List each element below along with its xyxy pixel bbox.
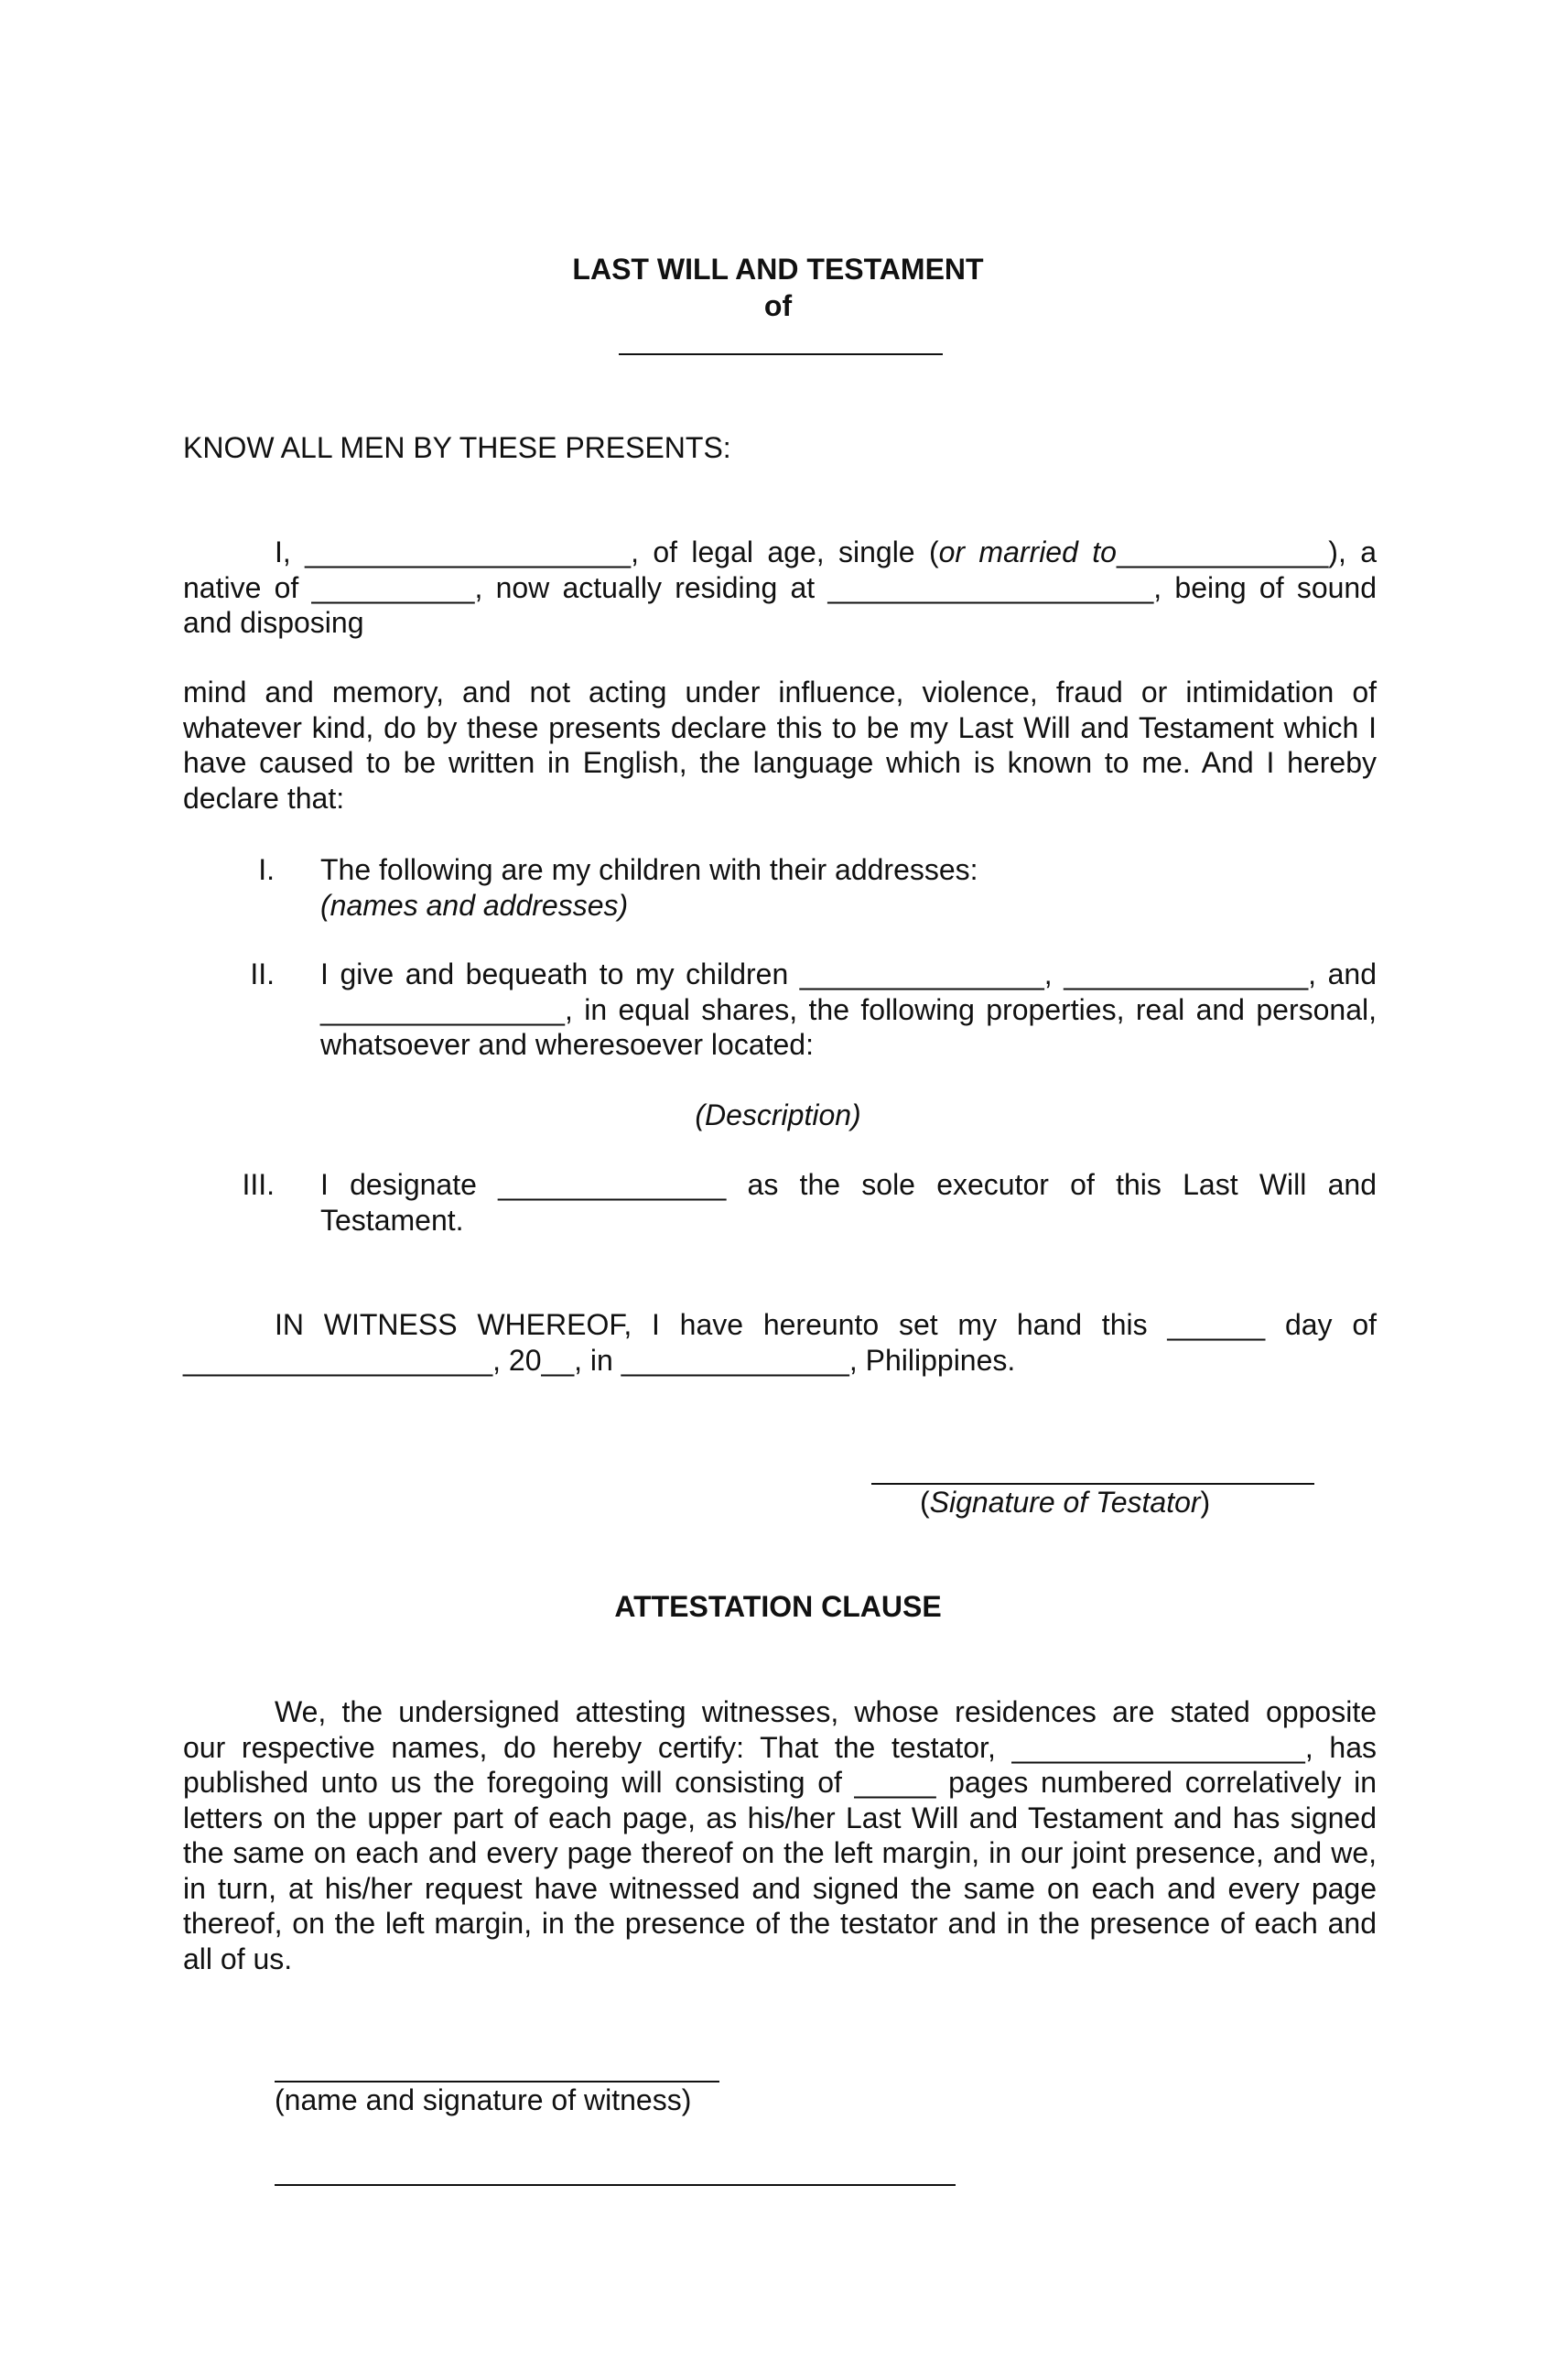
item-2-line-1: I give and bequeath to my children _______________, _______________, and — [320, 957, 1377, 990]
attestation-line-3: published unto us the foregoing will consisting of _____ pages numbered correlatively in — [183, 1766, 1377, 1799]
intro-paragraph-1 — [183, 535, 1377, 641]
attestation-line-6: in turn, at his/her request have witnessed and signed the same on each and every page — [183, 1871, 1377, 1905]
attestation-line-5: the same on each and every page thereof on the left margin, in our joint presence, and we, — [183, 1836, 1377, 1869]
sig-open: ( — [920, 1486, 930, 1519]
attestation-line-1: We, the undersigned attesting witnesses, whose residences are stated opposite — [275, 1695, 1377, 1728]
item-number-3: III. — [242, 1168, 275, 1201]
item-2-line-2: _______________, in equal shares, the following properties, real and personal, — [320, 992, 1377, 1026]
attestation-line-2: our respective names, do hereby certify: That the testator, __________________, has — [183, 1730, 1377, 1764]
item-number-1: I. — [258, 853, 275, 886]
p2-line-2: whatever kind, do by these presents declare this to be my Last Will and Testament which I — [183, 710, 1377, 744]
item-1-line-1: The following are my children with their addresses: — [320, 853, 978, 886]
item-1-line-2: (names and addresses) — [320, 888, 629, 922]
p1-line-2: native of __________, now actually residing at ____________________, being of sound — [183, 570, 1377, 604]
attestation-line-4: letters on the upper part of each page, as his/her Last Will and Testament and has signed — [183, 1801, 1377, 1834]
testator-name-line — [619, 353, 943, 355]
title-of: of — [763, 289, 793, 322]
p1-line-1-b: _____________), a — [1116, 536, 1377, 568]
witness-signature-label: (name and signature of witness) — [275, 2083, 692, 2116]
intro-paragraph-2 — [183, 675, 1377, 816]
description-text: (Description) — [695, 1098, 861, 1131]
item-2-line-3: whatsoever and wheresoever located: — [320, 1028, 814, 1061]
attestation-heading: ATTESTATION CLAUSE — [614, 1590, 942, 1623]
witness-line-2: ___________________, 20__, in ______________, Philippines. — [183, 1343, 1016, 1377]
document-title — [0, 251, 1556, 324]
attestation-paragraph — [183, 1694, 1377, 1976]
p1-line-3: and disposing — [183, 606, 364, 639]
item-2-description — [0, 1098, 1556, 1133]
p2-line-4: declare that: — [183, 781, 345, 815]
p2-line-1: mind and memory, and not acting under influence, violence, fraud or intimidation of — [183, 676, 1377, 709]
sig-italic: Signature of Testator — [929, 1486, 1201, 1519]
p1-line-1-italic: or married to — [938, 536, 1117, 568]
item-body-3 — [320, 1167, 1377, 1238]
witness-signature-line-2 — [275, 2184, 956, 2186]
witness-paragraph — [183, 1307, 1377, 1378]
witness-line-1: IN WITNESS WHEREOF, I have hereunto set my hand this ______ day of — [275, 1308, 1377, 1341]
intro-heading: KNOW ALL MEN BY THESE PRESENTS: — [183, 431, 731, 464]
item-body-1 — [320, 852, 1377, 923]
item-number-2: II. — [250, 957, 275, 990]
testator-signature-label — [920, 1485, 1210, 1520]
p1-line-1-a: I, ____________________, of legal age, single ( — [275, 536, 939, 568]
attestation-line-7: thereof, on the left margin, in the presence of the testator and in the presence of each and — [183, 1907, 1377, 1940]
sig-close: ) — [1200, 1486, 1211, 1519]
item-3-line-2: Testament. — [320, 1203, 464, 1237]
item-3-line-1: I designate ______________ as the sole executor of this Last Will and — [320, 1168, 1377, 1201]
p1-line-1 — [183, 535, 1377, 570]
title-text: LAST WILL AND TESTAMENT — [572, 253, 984, 286]
item-body-2 — [320, 957, 1377, 1063]
attestation-line-8: all of us. — [183, 1942, 293, 1975]
p2-line-3: have caused to be written in English, the language which is known to me. And I hereby — [183, 746, 1377, 779]
